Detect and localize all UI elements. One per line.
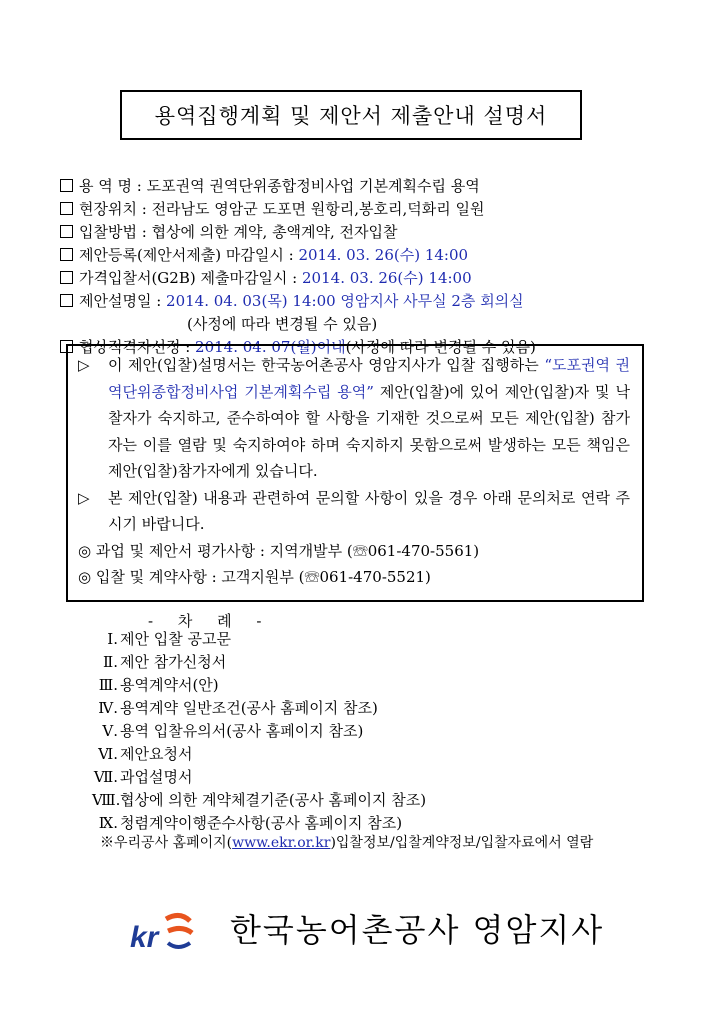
organization-name: 한국농어촌공사 영암지사: [230, 911, 605, 949]
contact-evaluation: ◎ 과업 및 제안서 평가사항 : 지역개발부 (☏061-470-5561): [78, 541, 480, 560]
notice-box: [66, 344, 644, 602]
logo-swoosh-bottom: [168, 943, 190, 947]
info-row-briefing-date: 제안설명일 : 2014. 04. 03(목) 14:00 영암지사 사무실 2층 회의실: [60, 290, 660, 313]
triangle-bullet-icon: ▷: [78, 356, 90, 374]
notice-paragraph-1: ▷ 이 제안(입찰)설명서는 한국농어촌공사 영암지사가 입찰 집행하는 “도포권역 권역단위종합정비사업 기본계획수립 용역” 제안(입찰)에 있어 제안(입찰)자 및 낙찰자가 숙지하고, 준수하여야 할 사항을 기재한 것으로써 모든 제안(입찰) 참가자는 이를 열람 및 숙지하여야 하며 숙지하지 못함으로써 발생하는 모든 책임은 제안(입찰)참가자에게 있습니다.: [78, 352, 630, 485]
info-row-price-bid-deadline: 가격입찰서(G2B) 제출마감일시 : 2014. 03. 26(수) 14:00: [60, 267, 660, 290]
info-row-briefing-note: (사정에 따라 변경될 수 있음): [187, 315, 378, 333]
negotiation-date-value: 2014. 04. 07(월)이내: [195, 338, 346, 356]
krc-logo-icon: [128, 905, 198, 961]
logo-swoosh-mid: [168, 928, 192, 933]
checkbox-icon: [60, 294, 73, 307]
toc-item: Ⅸ. 청렴계약이행준수사항(공사 홈페이지 참조): [98, 814, 403, 832]
triangle-bullet-icon: ▷: [78, 488, 90, 507]
toc-item: Ⅳ. 용역계약 일반조건(공사 홈페이지 참조): [98, 699, 378, 717]
project-info-list: [60, 175, 660, 359]
project-name-quote: “도포권역 권역단위종합정비사업 기본계획수립 용역”: [108, 356, 631, 401]
document-title-box: [120, 90, 582, 140]
notice-paragraph-2: ▷ 본 제안(입찰) 내용과 관련하여 문의할 사항이 있을 경우 아래 문의처로 연락 주시기 바랍니다.: [78, 485, 630, 538]
price-bid-deadline-value: 2014. 03. 26(수) 14:00: [302, 269, 472, 287]
contact-list: [78, 538, 630, 591]
toc-item: Ⅶ. 과업설명서: [93, 768, 193, 786]
contact-contract: ◎ 입찰 및 계약사항 : 고객지원부 (☏061-470-5521): [78, 568, 431, 586]
logo-swoosh-top: [166, 915, 190, 921]
toc-item: Ⅱ. 제안 참가신청서: [103, 653, 227, 671]
toc-item: Ⅷ.협상에 의한 계약체결기준(공사 홈페이지 참조): [92, 791, 427, 809]
toc-item: Ⅴ. 용역 입찰유의서(공사 홈페이지 참조): [102, 722, 364, 740]
info-row-service-name: 용 역 명 : 도포권역 권역단위종합정비사업 기본계획수립 용역: [60, 175, 660, 198]
info-row-site-location: 현장위치 : 전라남도 영암군 도포면 원항리,봉호리,덕화리 일원: [60, 198, 660, 221]
toc-item: Ⅰ. 제안 입찰 공고문: [107, 630, 231, 648]
proposal-deadline-value: 2014. 03. 26(수) 14:00: [298, 246, 469, 264]
checkbox-icon: [60, 225, 73, 238]
checkbox-icon: [60, 179, 73, 192]
table-of-contents: [92, 628, 426, 835]
toc-item: Ⅵ. 제안요청서: [98, 745, 193, 763]
checkbox-icon: [60, 248, 73, 261]
checkbox-icon: [60, 202, 73, 215]
checkbox-icon: [60, 271, 73, 284]
briefing-date-value: 2014. 04. 03(목) 14:00 영암지사 사무실 2층 회의실: [166, 292, 524, 310]
homepage-link[interactable]: www.ekr.or.kr: [232, 835, 331, 851]
toc-title: - 차 례 -: [148, 612, 272, 630]
document-title: 용역집행계획 및 제안서 제출안내 설명서: [154, 104, 548, 128]
info-row-proposal-deadline: 제안등록(제안서제출) 마감일시 : 2014. 03. 26(수) 14:00: [60, 244, 660, 267]
info-row-bid-method: 입찰방법 : 협상에 의한 계약, 총액계약, 전자입찰: [60, 221, 660, 244]
logo-text: kr: [130, 921, 159, 954]
toc-item: Ⅲ. 용역계약서(안): [98, 676, 219, 694]
homepage-footnote: ※우리공사 홈페이지(www.ekr.or.kr)입찰정보/입찰계약정보/입찰자료에서 열람: [100, 835, 594, 851]
info-row-negotiation-selection: 협상적격자선정 : 2014. 04. 07(월)이내(사정에 따라 변경될 수 있음): [60, 336, 660, 359]
